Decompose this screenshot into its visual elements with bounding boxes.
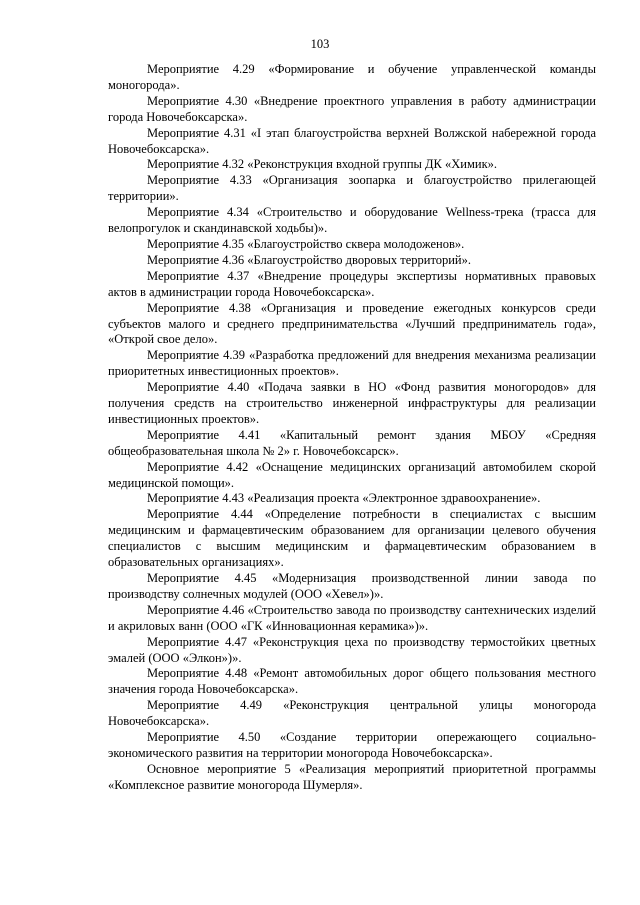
paragraph-measure-4-40: Мероприятие 4.40 «Подача заявки в НО «Фонд развития моногородов» для получения средств на строительство инженерной инфраструктуры для реализации инвестиционных проектов». bbox=[108, 380, 596, 426]
paragraph-measure-4-44: Мероприятие 4.44 «Определение потребности в специалистах с высшим медицинским и фармацевтическим образованием для организации целевого обучения специалистов с высшим медицинским и фармацевтическим образованием в образовательных организациях». bbox=[108, 507, 596, 570]
paragraph-measure-4-45: Мероприятие 4.45 «Модернизация производственной линии завода по производству солнечных модулей (ООО «Хевел»)». bbox=[108, 571, 596, 601]
paragraph-measure-4-41: Мероприятие 4.41 «Капитальный ремонт здания МБОУ «Средняя общеобразовательная школа № 2» г. Новочебоксарск». bbox=[108, 427, 596, 458]
paragraph-measure-4-47: Мероприятие 4.47 «Реконструкция цеха по производству термостойких цветных эмалей (ООО «Элкон»)». bbox=[108, 634, 596, 665]
paragraph-measure-4-49: Мероприятие 4.49 «Реконструкция центральной улицы моногорода Новочебоксарска». bbox=[108, 698, 596, 729]
paragraph-measure-4-50: Мероприятие 4.50 «Создание территории опережающего социально-экономического развития на территории моногорода Новочебоксарска». bbox=[108, 730, 596, 760]
paragraph-measure-4-37: Мероприятие 4.37 «Внедрение процедуры экспертизы нормативных правовых актов в администрации города Новочебоксарска». bbox=[108, 268, 596, 299]
paragraph-measure-4-29: Мероприятие 4.29 «Формирование и обучение управленческой команды моногорода». bbox=[108, 62, 596, 92]
paragraph-measure-4-32: Мероприятие 4.32 «Реконструкция входной группы ДК «Химик». bbox=[147, 157, 498, 172]
paragraph-main-measure-5: Основное мероприятие 5 «Реализация мероприятий приоритетной программы «Комплексное развитие моногорода Шумерля». bbox=[108, 761, 596, 792]
paragraph-measure-4-36: Мероприятие 4.36 «Благоустройство дворовых территорий». bbox=[147, 252, 471, 267]
paragraph-measure-4-46: Мероприятие 4.46 «Строительство завода по производству сантехнических изделий и акриловых ванн (ООО «ГК «Инновационная керамика»)». bbox=[108, 602, 596, 633]
paragraph-measure-4-34: Мероприятие 4.34 «Строительство и оборудование Wellness-трека (трасса для велопрогулок и скандинавской ходьбы)». bbox=[108, 205, 596, 236]
document-body bbox=[108, 62, 596, 794]
paragraph-measure-4-43: Мероприятие 4.43 «Реализация проекта «Электронное здравоохранение». bbox=[147, 491, 541, 506]
page-number: 103 bbox=[310, 37, 330, 51]
paragraph-measure-4-30: Мероприятие 4.30 «Внедрение проектного управления в работу администрации города Новочебоксарска». bbox=[108, 93, 596, 124]
paragraph-measure-4-39: Мероприятие 4.39 «Разработка предложений для внедрения механизма реализации приоритетных инвестиционных проектов». bbox=[108, 348, 596, 379]
paragraph-measure-4-31: Мероприятие 4.31 «I этап благоустройства верхней Волжской набережной города Новочебоксарска». bbox=[108, 125, 596, 156]
paragraph-measure-4-48: Мероприятие 4.48 «Ремонт автомобильных дорог общего пользования местного значения города Новочебоксарска». bbox=[108, 666, 596, 697]
paragraph-measure-4-33: Мероприятие 4.33 «Организация зоопарка и благоустройство прилегающей территории». bbox=[108, 173, 596, 204]
paragraph-measure-4-42: Мероприятие 4.42 «Оснащение медицинских организаций автомобилем скорой медицинской помощи». bbox=[108, 459, 596, 490]
paragraph-measure-4-38: Мероприятие 4.38 «Организация и проведение ежегодных конкурсов среди субъектов малого и среднего предпринимательства «Лучший предприниматель года», «Открой свое дело». bbox=[108, 300, 596, 347]
paragraph-measure-4-35: Мероприятие 4.35 «Благоустройство сквера молодоженов». bbox=[147, 236, 465, 251]
